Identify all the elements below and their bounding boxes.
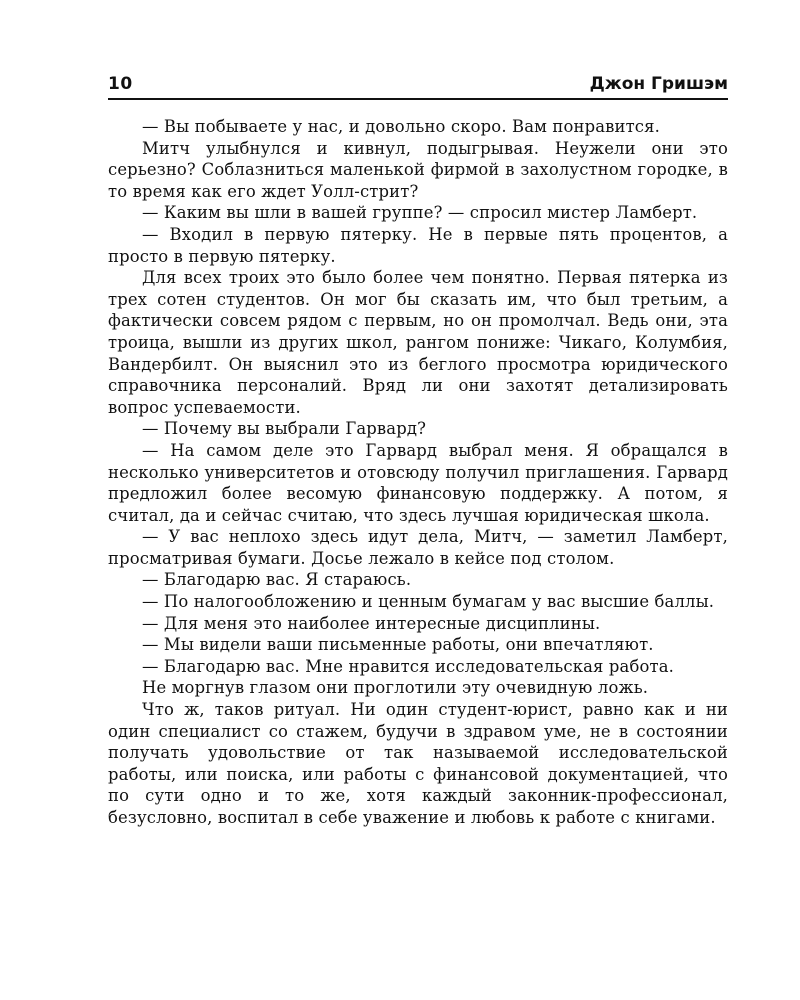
page-number: 10: [108, 74, 133, 94]
paragraph: — У вас неплохо здесь идут дела, Митч, — заметил Ламберт, просматривая бумаги. Досье лежало в кейсе под столом.: [108, 527, 728, 568]
body-text: [108, 116, 728, 829]
paragraph: — Мы видели ваши письменные работы, они впечатляют.: [142, 635, 654, 655]
paragraph: Что ж, таков ритуал. Ни один студент-юрист, равно как и ни один специалист со стажем, будучи в здравом уме, не в состоянии получать удовольствие от так называемой исследовательской работы, или поиска, или работы с финансовой документацией, что по сути одно и то же, хотя каждый законник-профессионал, безусловно, воспитал в себе уважение и любовь к работе с книгами.: [108, 700, 728, 827]
paragraph: — Благодарю вас. Мне нравится исследовательская работа.: [142, 656, 674, 676]
paragraph: Митч улыбнулся и кивнул, подыгрывая. Неужели они это серьезно? Соблазниться маленькой фирмой в захолустном городке, в то время как его ждет Уолл-стрит?: [108, 138, 728, 201]
paragraph: — На самом деле это Гарвард выбрал меня. Я обращался в несколько университетов и отовсюду получил приглашения. Гарвард предложил более весомую финансовую поддержку. А потом, я считал, да и сейчас считаю, что здесь лучшая юридическая школа.: [108, 440, 728, 525]
book-author: Джон Гришэм: [589, 74, 728, 94]
running-header: [108, 72, 728, 100]
paragraph: Для всех троих это было более чем понятно. Первая пятерка из трех сотен студентов. Он мог бы сказать им, что был третьим, а фактически совсем рядом с первым, но он промолчал. Ведь они, эта троица, вышли из других школ, рангом пониже: Чикаго, Колумбия, Вандербилт. Он выяснил это из беглого просмотра юридического справочника персоналий. Вряд ли они захотят детализировать вопрос успеваемости.: [108, 268, 728, 417]
paragraph: — По налогообложению и ценным бумагам у вас высшие баллы.: [142, 592, 715, 612]
paragraph: Не моргнув глазом они проглотили эту очевидную ложь.: [142, 678, 649, 698]
paragraph: — Каким вы шли в вашей группе? — спросил мистер Ламберт.: [142, 203, 698, 223]
paragraph: — Почему вы выбрали Гарвард?: [142, 419, 427, 439]
paragraph: — Вы побываете у нас, и довольно скоро. Вам понравится.: [142, 117, 660, 136]
paragraph: — Для меня это наиболее интересные дисциплины.: [142, 613, 601, 633]
paragraph: — Входил в первую пятерку. Не в первые пять процентов, а просто в первую пятерку.: [108, 224, 728, 266]
paragraph: — Благодарю вас. Я стараюсь.: [142, 570, 412, 590]
